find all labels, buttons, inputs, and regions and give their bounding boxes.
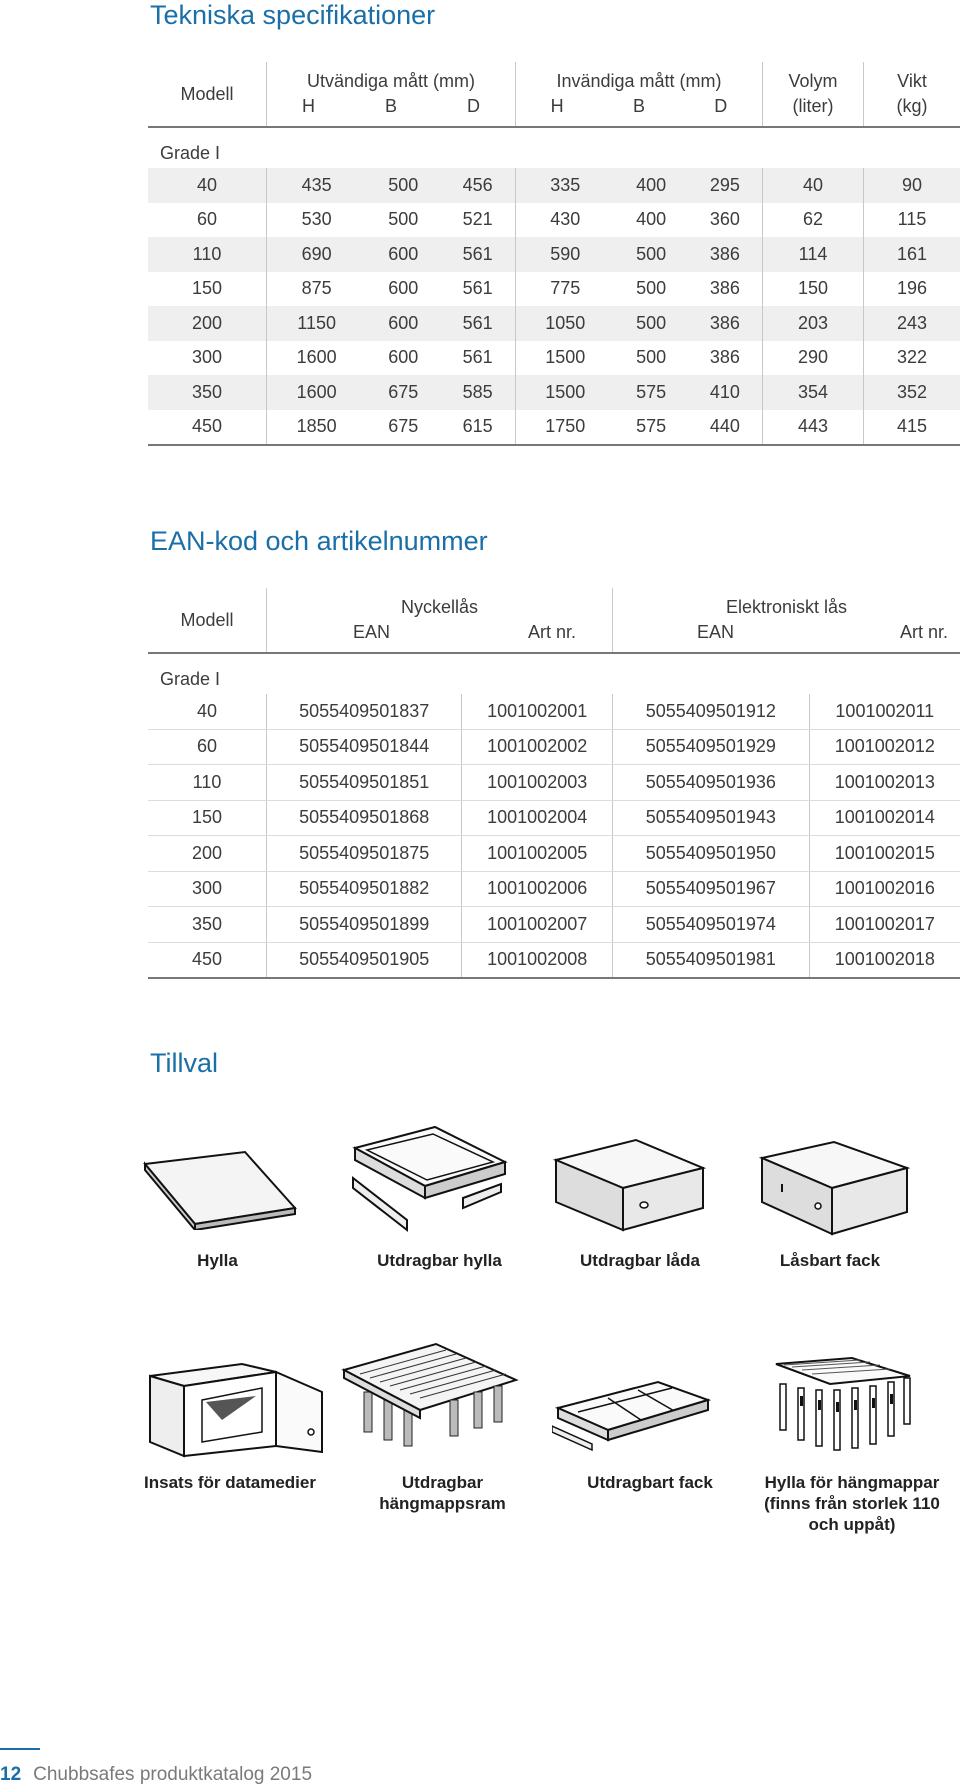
table-row <box>148 907 960 943</box>
grade-label: Grade I <box>148 653 960 694</box>
table-cell: 1001002016 <box>809 871 960 907</box>
table-cell: 5055409501875 <box>267 836 462 872</box>
table-cell: 60 <box>148 729 267 765</box>
table-cell: 1001002005 <box>462 836 613 872</box>
option-label: Utdragbart fack <box>587 1473 713 1492</box>
header-modell: Modell <box>148 588 267 653</box>
table-cell: 354 <box>763 375 864 410</box>
table-row <box>148 765 960 801</box>
table-cell: 1001002011 <box>809 694 960 729</box>
ean-title: EAN-kod och artikelnummer <box>150 526 488 556</box>
header-modell: Modell <box>148 62 267 127</box>
table-cell: 386 <box>688 237 763 272</box>
table-cell: 435 <box>267 168 367 203</box>
table-cell: 500 <box>636 347 667 368</box>
lockable-compartment-icon <box>752 1140 912 1240</box>
spec-header-row <box>148 62 960 127</box>
grade-row <box>148 127 960 168</box>
table-cell: 386 <box>688 272 763 307</box>
table-cell: 415 <box>864 410 960 446</box>
header-volume <box>763 62 864 127</box>
table-cell: 295 <box>688 168 763 203</box>
table-cell: 615 <box>440 410 515 446</box>
table-cell: 675 <box>366 375 440 410</box>
table-cell: 1001002018 <box>809 942 960 978</box>
table-cell: 575 <box>614 410 687 446</box>
table-row <box>148 203 960 238</box>
table-row <box>148 694 960 729</box>
table-cell: 1750 <box>515 410 614 446</box>
option-label: Låsbart fack <box>779 1251 881 1270</box>
pullout-shelf-icon <box>345 1122 515 1237</box>
dim-b: B <box>384 96 397 116</box>
table-cell: 500 <box>636 278 667 299</box>
data-media-insert-icon <box>146 1360 326 1460</box>
table-cell: 5055409501837 <box>267 694 462 729</box>
table-row <box>148 168 960 203</box>
table-cell: 290 <box>763 341 864 376</box>
table-cell: 1001002004 <box>462 800 613 836</box>
table-cell: 150 <box>148 800 267 836</box>
header-electronic-lock-label: Elektroniskt lås <box>725 597 848 617</box>
table-cell: 400 <box>614 168 687 203</box>
header-outer-label: Utvändiga mått (mm) <box>306 71 475 91</box>
spec-table <box>148 62 960 446</box>
ean-header-row <box>148 588 960 653</box>
option-label: Insats för datamedier <box>144 1473 316 1492</box>
table-cell: 200 <box>148 836 267 872</box>
option-label: Utdragbar låda <box>580 1251 700 1270</box>
table-cell: 443 <box>763 410 864 446</box>
grade-row <box>148 653 960 694</box>
options-title: Tillval <box>150 1048 219 1078</box>
header-volume-label: Volym <box>788 71 838 91</box>
table-cell: 5055409501868 <box>267 800 462 836</box>
table-row <box>148 237 960 272</box>
table-cell: 5055409501974 <box>613 907 810 943</box>
table-cell: 400 <box>636 209 667 230</box>
table-cell: 1150 <box>267 306 367 341</box>
table-cell: 875 <box>301 278 332 299</box>
table-cell: 1001002013 <box>809 765 960 801</box>
table-cell: 775 <box>550 278 581 299</box>
footer-text: Chubbsafes produktkatalog 2015 <box>33 1764 313 1785</box>
table-cell: 500 <box>388 209 419 230</box>
table-cell: 450 <box>148 942 267 978</box>
table-cell: 350 <box>148 907 267 943</box>
table-cell: 450 <box>148 410 267 446</box>
header-key-lock-label: Nyckellås <box>400 597 479 617</box>
header-weight-label: Vikt <box>897 71 927 91</box>
table-cell: 500 <box>614 237 687 272</box>
table-row <box>148 942 960 978</box>
table-cell: 360 <box>688 203 763 238</box>
table-cell: 440 <box>688 410 763 446</box>
table-row <box>148 410 960 446</box>
header-ean: EAN <box>697 622 735 642</box>
table-cell: 575 <box>614 375 687 410</box>
table-cell: 5055409501905 <box>267 942 462 978</box>
table-cell: 150 <box>148 272 267 307</box>
page-footer <box>0 1764 312 1786</box>
table-cell: 675 <box>366 410 440 446</box>
table-cell: 5055409501844 <box>267 729 462 765</box>
table-cell: 1600 <box>267 375 367 410</box>
table-cell: 150 <box>763 272 864 307</box>
header-art: Art nr. <box>527 622 576 642</box>
table-cell: 1850 <box>267 410 367 446</box>
table-row <box>148 836 960 872</box>
table-cell: 561 <box>440 272 515 307</box>
table-cell: 114 <box>763 237 864 272</box>
table-cell: 322 <box>896 347 928 368</box>
table-cell: 90 <box>864 168 960 203</box>
table-cell: 1001002015 <box>809 836 960 872</box>
table-cell: 1600 <box>296 347 337 368</box>
table-cell: 1001002002 <box>462 729 613 765</box>
table-cell: 5055409501943 <box>613 800 810 836</box>
table-cell: 1001002008 <box>462 942 613 978</box>
table-cell: 1050 <box>515 306 614 341</box>
option-label: Hylla för hängmappar (finns från storlek 110 och uppåt) <box>764 1473 940 1534</box>
table-cell: 600 <box>366 306 440 341</box>
header-key-lock <box>267 588 613 653</box>
table-cell: 5055409501851 <box>267 765 462 801</box>
hanging-file-shelf-icon <box>770 1356 920 1466</box>
dim-h: H <box>550 96 564 116</box>
pullout-tray-icon <box>552 1378 712 1458</box>
grade-label: Grade I <box>148 127 960 168</box>
table-cell: 110 <box>148 237 267 272</box>
table-cell: 5055409501929 <box>613 729 810 765</box>
table-cell: 1001002014 <box>809 800 960 836</box>
option-label: Hylla <box>197 1251 238 1270</box>
table-cell: 561 <box>440 341 515 376</box>
table-cell: 600 <box>366 237 440 272</box>
table-cell: 40 <box>148 694 267 729</box>
footer-accent-line <box>0 1748 40 1750</box>
table-cell: 60 <box>148 203 267 238</box>
table-cell: 5055409501967 <box>613 871 810 907</box>
dim-b: B <box>632 96 645 116</box>
table-cell: 410 <box>688 375 763 410</box>
option-label: Utdragbar hylla <box>377 1251 502 1270</box>
shelf-icon <box>140 1150 300 1230</box>
table-cell: 386 <box>688 306 763 341</box>
header-volume-unit: (liter) <box>792 96 834 116</box>
table-cell: 1001002001 <box>462 694 613 729</box>
header-weight-unit: (kg) <box>896 96 928 116</box>
table-cell: 110 <box>148 765 267 801</box>
dim-h: H <box>301 96 315 116</box>
table-cell: 500 <box>614 306 687 341</box>
table-cell: 5055409501981 <box>613 942 810 978</box>
table-cell: 335 <box>515 168 614 203</box>
table-cell: 5055409501912 <box>613 694 810 729</box>
table-cell: 430 <box>550 209 581 230</box>
table-cell: 352 <box>864 375 960 410</box>
header-art: Art nr. <box>899 622 948 642</box>
table-cell: 300 <box>148 871 267 907</box>
spec-title: Tekniska specifikationer <box>150 0 436 30</box>
table-cell: 62 <box>763 203 864 238</box>
table-cell: 115 <box>897 209 927 230</box>
table-cell: 386 <box>688 341 763 376</box>
table-cell: 500 <box>366 168 440 203</box>
option-label: Utdragbar hängmappsram <box>379 1473 506 1513</box>
table-cell: 690 <box>267 237 367 272</box>
table-cell: 530 <box>301 209 332 230</box>
table-row <box>148 375 960 410</box>
table-cell: 1001002003 <box>462 765 613 801</box>
table-row <box>148 306 960 341</box>
table-cell: 196 <box>896 278 928 299</box>
header-inner-dims <box>515 62 762 127</box>
table-cell: 161 <box>864 237 960 272</box>
table-cell: 5055409501936 <box>613 765 810 801</box>
header-electronic-lock <box>613 588 960 653</box>
table-cell: 40 <box>763 168 864 203</box>
table-cell: 350 <box>148 375 267 410</box>
header-inner-label: Invändiga mått (mm) <box>556 71 722 91</box>
table-cell: 521 <box>440 203 515 238</box>
pullout-drawer-icon <box>548 1138 708 1238</box>
table-cell: 600 <box>388 347 419 368</box>
page-number: 12 <box>0 1764 22 1785</box>
table-row <box>148 341 960 376</box>
table-cell: 300 <box>148 341 267 376</box>
table-cell: 1001002007 <box>462 907 613 943</box>
table-cell: 5055409501882 <box>267 871 462 907</box>
table-row <box>148 871 960 907</box>
table-cell: 590 <box>515 237 614 272</box>
table-cell: 200 <box>148 306 267 341</box>
table-cell: 1500 <box>545 347 586 368</box>
table-cell: 585 <box>440 375 515 410</box>
table-cell: 456 <box>440 168 515 203</box>
table-cell: 243 <box>864 306 960 341</box>
table-cell: 600 <box>388 278 419 299</box>
table-cell: 1500 <box>515 375 614 410</box>
table-cell: 5055409501950 <box>613 836 810 872</box>
dim-d: D <box>714 96 728 116</box>
header-weight <box>864 62 960 127</box>
table-cell: 561 <box>440 306 515 341</box>
table-cell: 1001002017 <box>809 907 960 943</box>
table-cell: 1001002006 <box>462 871 613 907</box>
table-row <box>148 272 960 307</box>
dim-d: D <box>466 96 480 116</box>
table-cell: 1001002012 <box>809 729 960 765</box>
header-ean: EAN <box>353 622 391 642</box>
table-row <box>148 800 960 836</box>
header-outer-dims <box>267 62 516 127</box>
table-cell: 5055409501899 <box>267 907 462 943</box>
table-cell: 561 <box>440 237 515 272</box>
pullout-file-frame-icon <box>340 1340 520 1455</box>
table-row <box>148 729 960 765</box>
ean-table <box>148 588 960 979</box>
table-cell: 203 <box>763 306 864 341</box>
table-cell: 40 <box>148 168 267 203</box>
